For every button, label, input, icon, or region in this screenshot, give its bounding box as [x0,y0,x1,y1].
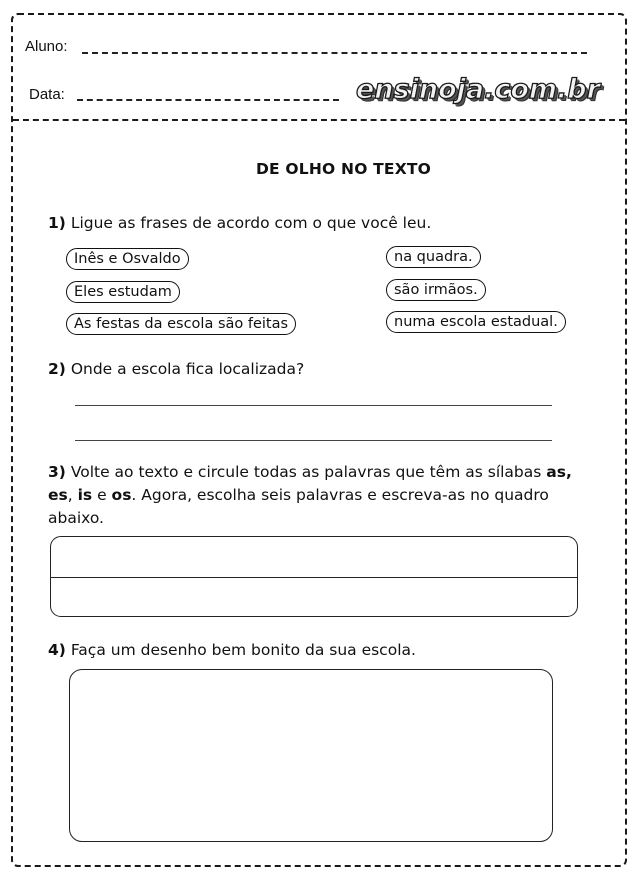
syllable-as: as [546,463,566,481]
drawing-area[interactable] [69,669,553,842]
left-phrase-3[interactable]: As festas da escola são feitas [66,313,296,335]
question-3-text-part1: Volte ao texto e circule todas as palavras que têm as sílabas [70,463,547,481]
syllable-es: es [48,486,68,504]
question-1-text: Ligue as frases de acordo com o que você leu. [70,214,432,232]
left-phrase-1[interactable]: Inês e Osvaldo [66,248,189,270]
question-4-number: 4) [48,641,66,659]
right-phrase-3[interactable]: numa escola estadual. [386,311,566,333]
words-answer-box[interactable] [50,536,578,617]
header-divider [13,119,625,121]
question-2-number: 2) [48,360,66,378]
site-logo: ensinoja.com.br [356,74,600,105]
and-word: e [92,486,112,504]
comma-1: , [565,463,572,481]
student-name-label: Aluno: [25,38,68,55]
words-answer-box-divider [51,577,577,578]
question-2 [48,358,304,381]
answer-line-1[interactable] [75,405,552,406]
question-3 [48,461,588,530]
date-label: Data: [29,86,65,103]
left-phrase-2[interactable]: Eles estudam [66,281,180,303]
question-4 [48,639,416,662]
question-1-number: 1) [48,214,66,232]
date-field[interactable] [77,99,339,101]
syllable-os: os [111,486,132,504]
right-phrase-1[interactable]: na quadra. [386,246,481,268]
syllable-is: is [77,486,93,504]
question-3-text-part2: . Agora, escolha seis palavras e escreva-as no quadro abaixo. [48,486,549,527]
question-1 [48,212,431,235]
comma-2: , [67,486,78,504]
right-phrase-2[interactable]: são irmãos. [386,279,486,301]
worksheet-title: DE OLHO NO TEXTO [255,160,432,178]
question-3-number: 3) [48,463,66,481]
answer-line-2[interactable] [75,440,552,441]
question-4-text: Faça um desenho bem bonito da sua escola. [70,641,416,659]
student-name-field[interactable] [82,52,587,54]
question-2-text: Onde a escola fica localizada? [70,360,305,378]
